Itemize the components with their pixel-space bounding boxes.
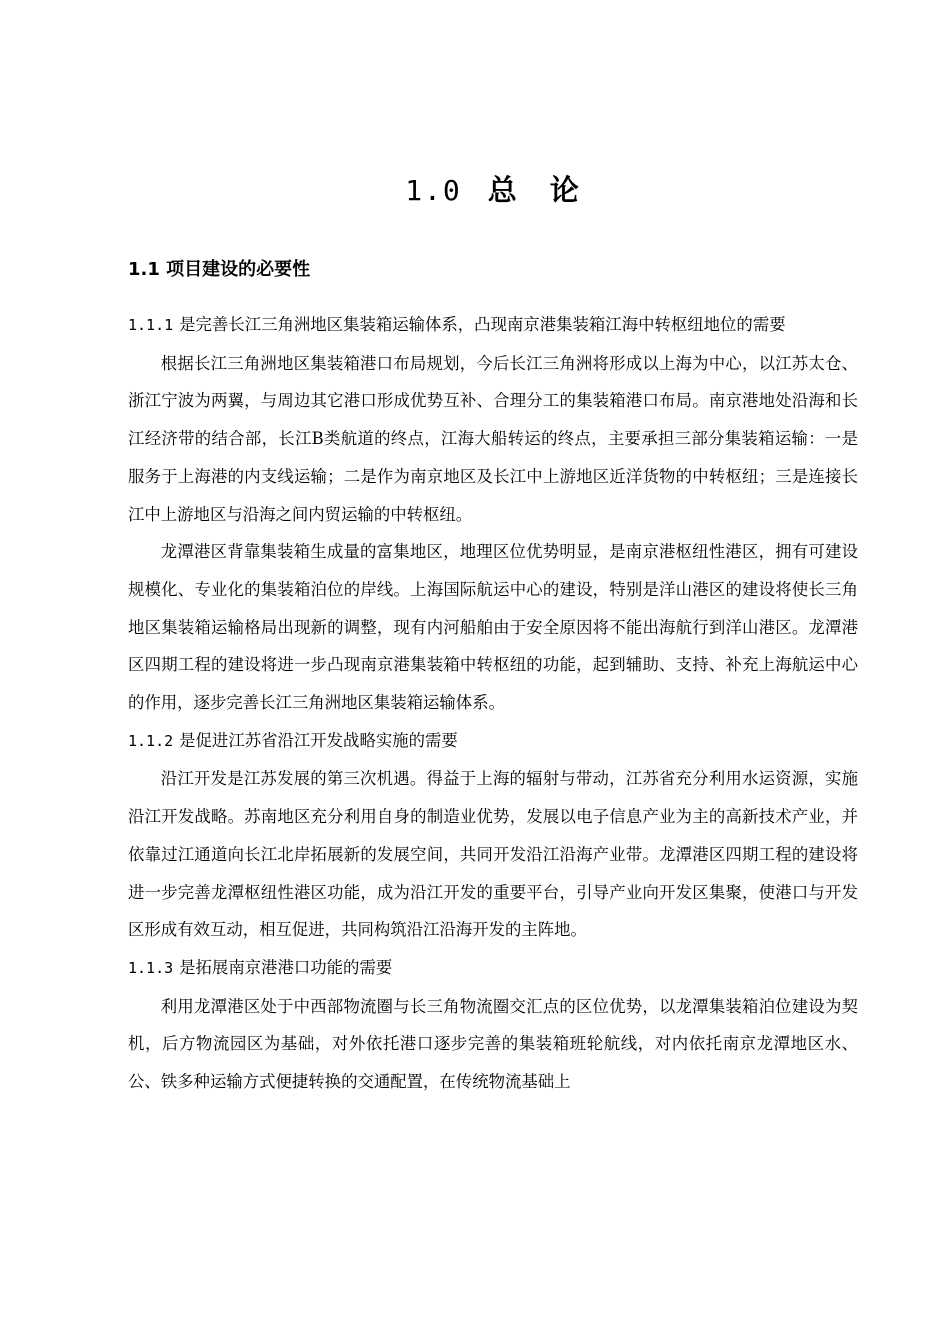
subsection-number: 1.1.3 (128, 958, 174, 977)
subsection-number: 1.1.2 (128, 731, 174, 750)
subsection-title: 是促进江苏省沿江开发战略实施的需要 (179, 730, 458, 750)
paragraph: 利用龙潭港区处于中西部物流圈与长三角物流圈交汇点的区位优势，以龙潭集装箱泊位建设为契机，后方物流园区为基础，对外依托港口逐步完善的集装箱班轮航线，对内依托南京龙潭地区水、公、铁多种运输方式便捷转换的交通配置，在传统物流基础上 (128, 996, 858, 1092)
subsection-heading (128, 949, 858, 988)
subsection-title: 是拓展南京港港口功能的需要 (179, 957, 393, 977)
paragraph: 根据长江三角洲地区集装箱港口布局规划，今后长江三角洲将形成以上海为中心，以江苏太仓、浙江宁波为两翼，与周边其它港口形成优势互补、合理分工的集装箱港口布局。南京港地处沿海和长江经济带的结合部，长江B类航道的终点，江海大船转运的终点，主要承担三部分集装箱运输：一是服务于上海港的内支线运输；二是作为南京地区及长江中上游地区近洋货物的中转枢纽；三是连接长江中上游地区与沿海之间内贸运输的中转枢纽。 (128, 353, 858, 524)
body-text (128, 306, 858, 1101)
paragraph: 龙潭港区背靠集装箱生成量的富集地区，地理区位优势明显，是南京港枢纽性港区，拥有可建设规模化、专业化的集装箱泊位的岸线。上海国际航运中心的建设，特别是洋山港区的建设将使长三角地区集装箱运输格局出现新的调整，现有内河船舶由于安全原因将不能出海航行到洋山港区。龙潭港区四期工程的建设将进一步凸现南京港集装箱中转枢纽的功能，起到辅助、支持、补充上海航运中心的作用，逐步完善长江三角洲地区集装箱运输体系。 (128, 542, 858, 713)
chapter-title-text: 总 论 (487, 173, 581, 207)
subsection-heading (128, 722, 858, 761)
section-title: 1.1 项目建设的必要性 (128, 259, 311, 280)
chapter-number: 1.0 (405, 174, 462, 207)
chapter-title (128, 168, 858, 209)
subsection-title: 是完善长江三角洲地区集装箱运输体系，凸现南京港集装箱江海中转枢纽地位的需要 (179, 315, 786, 334)
paragraph: 沿江开发是江苏发展的第三次机遇。得益于上海的辐射与带动，江苏省充分利用水运资源，实施沿江开发战略。苏南地区充分利用自身的制造业优势，发展以电子信息产业为主的高新技术产业，并依靠过江通道向长江北岸拓展新的发展空间，共同开发沿江沿海产业带。龙潭港区四期工程的建设将进一步完善龙潭枢纽性港区功能，成为沿江开发的重要平台，引导产业向开发区集聚，使港口与开发区形成有效互动，相互促进，共同构筑沿江沿海开发的主阵地。 (128, 769, 858, 940)
subsection-heading (128, 306, 858, 345)
subsection-number: 1.1.1 (128, 316, 174, 334)
